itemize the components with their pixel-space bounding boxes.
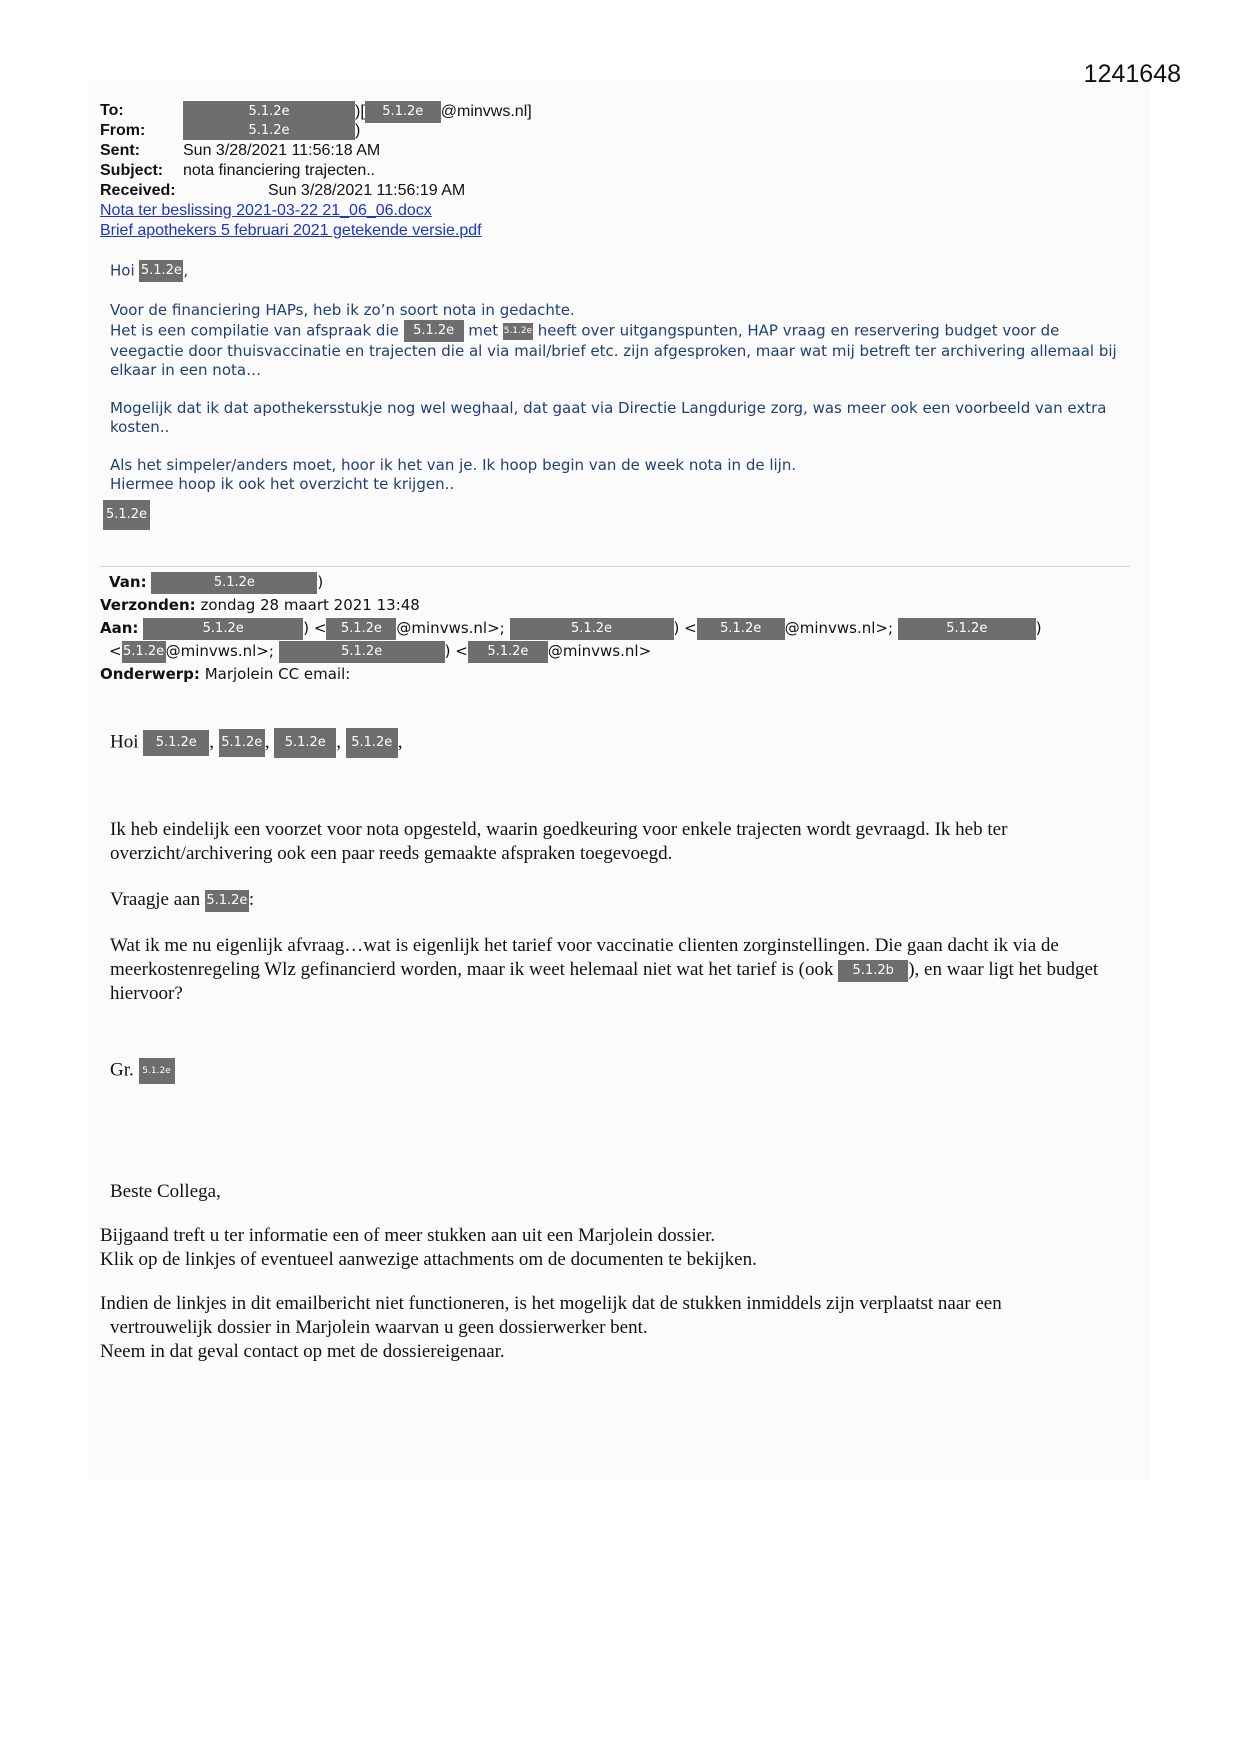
aan-label: Aan:: [100, 619, 139, 637]
subject-label: Subject:: [100, 162, 164, 179]
onderwerp-label: Onderwerp:: [100, 665, 200, 683]
from-row: [100, 121, 482, 141]
redaction: 5.1.2e: [326, 618, 396, 640]
footer-text: Bijgaand treft u ter informatie een of meer stukken aan uit een Marjolein dossier. Klik op de linkjes of eventueel aanwezige attachments om de documenten te bekijken. Indien de linkjes in dit emailbericht niet functioneren, is het mogelijk dat de stukken inmiddels zijn verplaatst naar een vertrouwelijk dossier in Marjolein waarvan u geen dossierwerker bent. Neem in dat geval contact op met de dossiereigenaar.: [100, 1225, 1002, 1362]
redaction: 5.1.2e: [151, 572, 317, 594]
sent-value: Sun 3/28/2021 11:56:18 AM: [183, 142, 381, 159]
redaction: 5.1.2e: [346, 728, 398, 758]
separator-line: [100, 566, 1130, 567]
paragraph: Als het simpeler/anders moet, hoor ik het van je. Ik hoop begin van de week nota in de lijn. Hiermee hoop ik ook het overzicht te krijgen..: [110, 456, 797, 493]
verzonden-value: zondag 28 maart 2021 13:48: [200, 596, 420, 614]
sent-row: [100, 141, 482, 161]
message-body-1: [105, 260, 1140, 522]
redaction: 5.1.2e: [898, 618, 1036, 640]
signature: Gr. 5.1.2e: [110, 1058, 175, 1084]
onderwerp-value: Marjolein CC email:: [204, 665, 351, 683]
redaction: 5.1.2e: [143, 618, 303, 640]
forwarded-header: Van: 5.1.2e ) Verzonden: zondag 28 maart 2021 13:48 Aan: 5.1.2e ) < 5.1.2e @minvws.nl>; 5.1.2e ) < 5.1.2e @minvws.nl>; 5.1.2e ) <5.1.2e@minvws.nl>; 5.1.2e ) < 5.1.2e @minvws.nl> Onderwerp: Marjolein CC email:: [100, 573, 1042, 683]
to-row: [100, 101, 532, 121]
redaction: 5.1.2e: [183, 122, 355, 140]
document-number: 1241648: [1083, 60, 1181, 88]
redaction: 5.1.2e: [510, 618, 674, 640]
subject-row: [100, 161, 482, 181]
paragraph: Mogelijk dat ik dat apothekersstukje nog wel weghaal, dat gaat via Directie Langdurige zorg, was meer ook een voorbeeld van extra kosten..: [110, 399, 1107, 436]
redaction: 5.1.2e: [279, 641, 445, 663]
attachment-link[interactable]: Brief apothekers 5 februari 2021 getekende versie.pdf: [100, 222, 482, 239]
redaction: 5.1.2e: [697, 618, 785, 640]
redaction: 5.1.2b: [838, 960, 908, 982]
to-suffix-2: @minvws.nl]: [440, 103, 532, 121]
signature-redaction: 5.1.2e: [103, 500, 150, 530]
attachment-link[interactable]: Nota ter beslissing 2021-03-22 21_06_06.docx: [100, 202, 432, 219]
redaction: 5.1.2e: [274, 728, 336, 758]
paragraph: Wat ik me nu eigenlijk afvraag…wat is eigenlijk het tarief voor vaccinatie clienten zorginstellingen. Die gaan dacht ik via de meerkostenregeling Wlz gefinancierd worden, maar ik weet helemaal niet wat het tarief is (ook 5.1.2b ), en waar ligt het budget hiervoor?: [110, 935, 1099, 1004]
sent-label: Sent:: [100, 142, 140, 159]
to-suffix-1: )[: [355, 103, 365, 121]
redaction: 5.1.2e: [365, 101, 441, 123]
from-suffix: ): [355, 122, 361, 139]
paragraph: Ik heb eindelijk een voorzet voor nota opgesteld, waarin goedkeuring voor enkele trajecten wordt gevraagd. Ik heb ter overzicht/archivering ook een paar reeds gemaakte afspraken toegevoegd.: [110, 819, 1008, 864]
subject-value: nota financiering trajecten..: [183, 162, 376, 179]
footer-greeting: Beste Collega,: [110, 1181, 221, 1202]
redaction: 5.1.2e: [122, 641, 166, 663]
redaction: 5.1.2e: [139, 1058, 175, 1084]
greeting: Hoi 5.1.2e,: [110, 260, 1140, 282]
redaction: 5.1.2e: [219, 729, 265, 757]
from-label: From:: [100, 122, 146, 139]
redaction: 5.1.2e: [503, 323, 533, 340]
redaction: 5.1.2e: [183, 101, 355, 123]
question-heading: Vraagje aan 5.1.2e:: [110, 889, 255, 910]
redaction: 5.1.2e: [404, 320, 464, 342]
to-label: To:: [100, 102, 124, 119]
redaction: 5.1.2e: [468, 641, 548, 663]
received-value: Sun 3/28/2021 11:56:19 AM: [268, 182, 466, 199]
van-label: Van:: [109, 573, 147, 591]
received-label: Received:: [100, 182, 176, 199]
redaction: 5.1.2e: [143, 730, 209, 756]
redaction: 5.1.2e: [205, 890, 249, 912]
redaction: 5.1.2e: [139, 260, 183, 282]
email-header: [100, 101, 532, 241]
paragraph: Voor de financiering HAPs, heb ik zo’n soort nota in gedachte. Het is een compilatie van afspraak die 5.1.2e met 5.1.2e heeft over uitgangspunten, HAP vraag en reservering budget voor de veegactie door thuisvaccinatie en trajecten die al via mail/brief etc. zijn afgesproken, maar wat mij betreft ter archivering allemaal bij elkaar in een nota…: [110, 301, 1117, 379]
received-row: [100, 181, 482, 201]
greeting: Hoi 5.1.2e , 5.1.2e , 5.1.2e , 5.1.2e ,: [110, 728, 403, 758]
verzonden-label: Verzonden:: [100, 596, 196, 614]
